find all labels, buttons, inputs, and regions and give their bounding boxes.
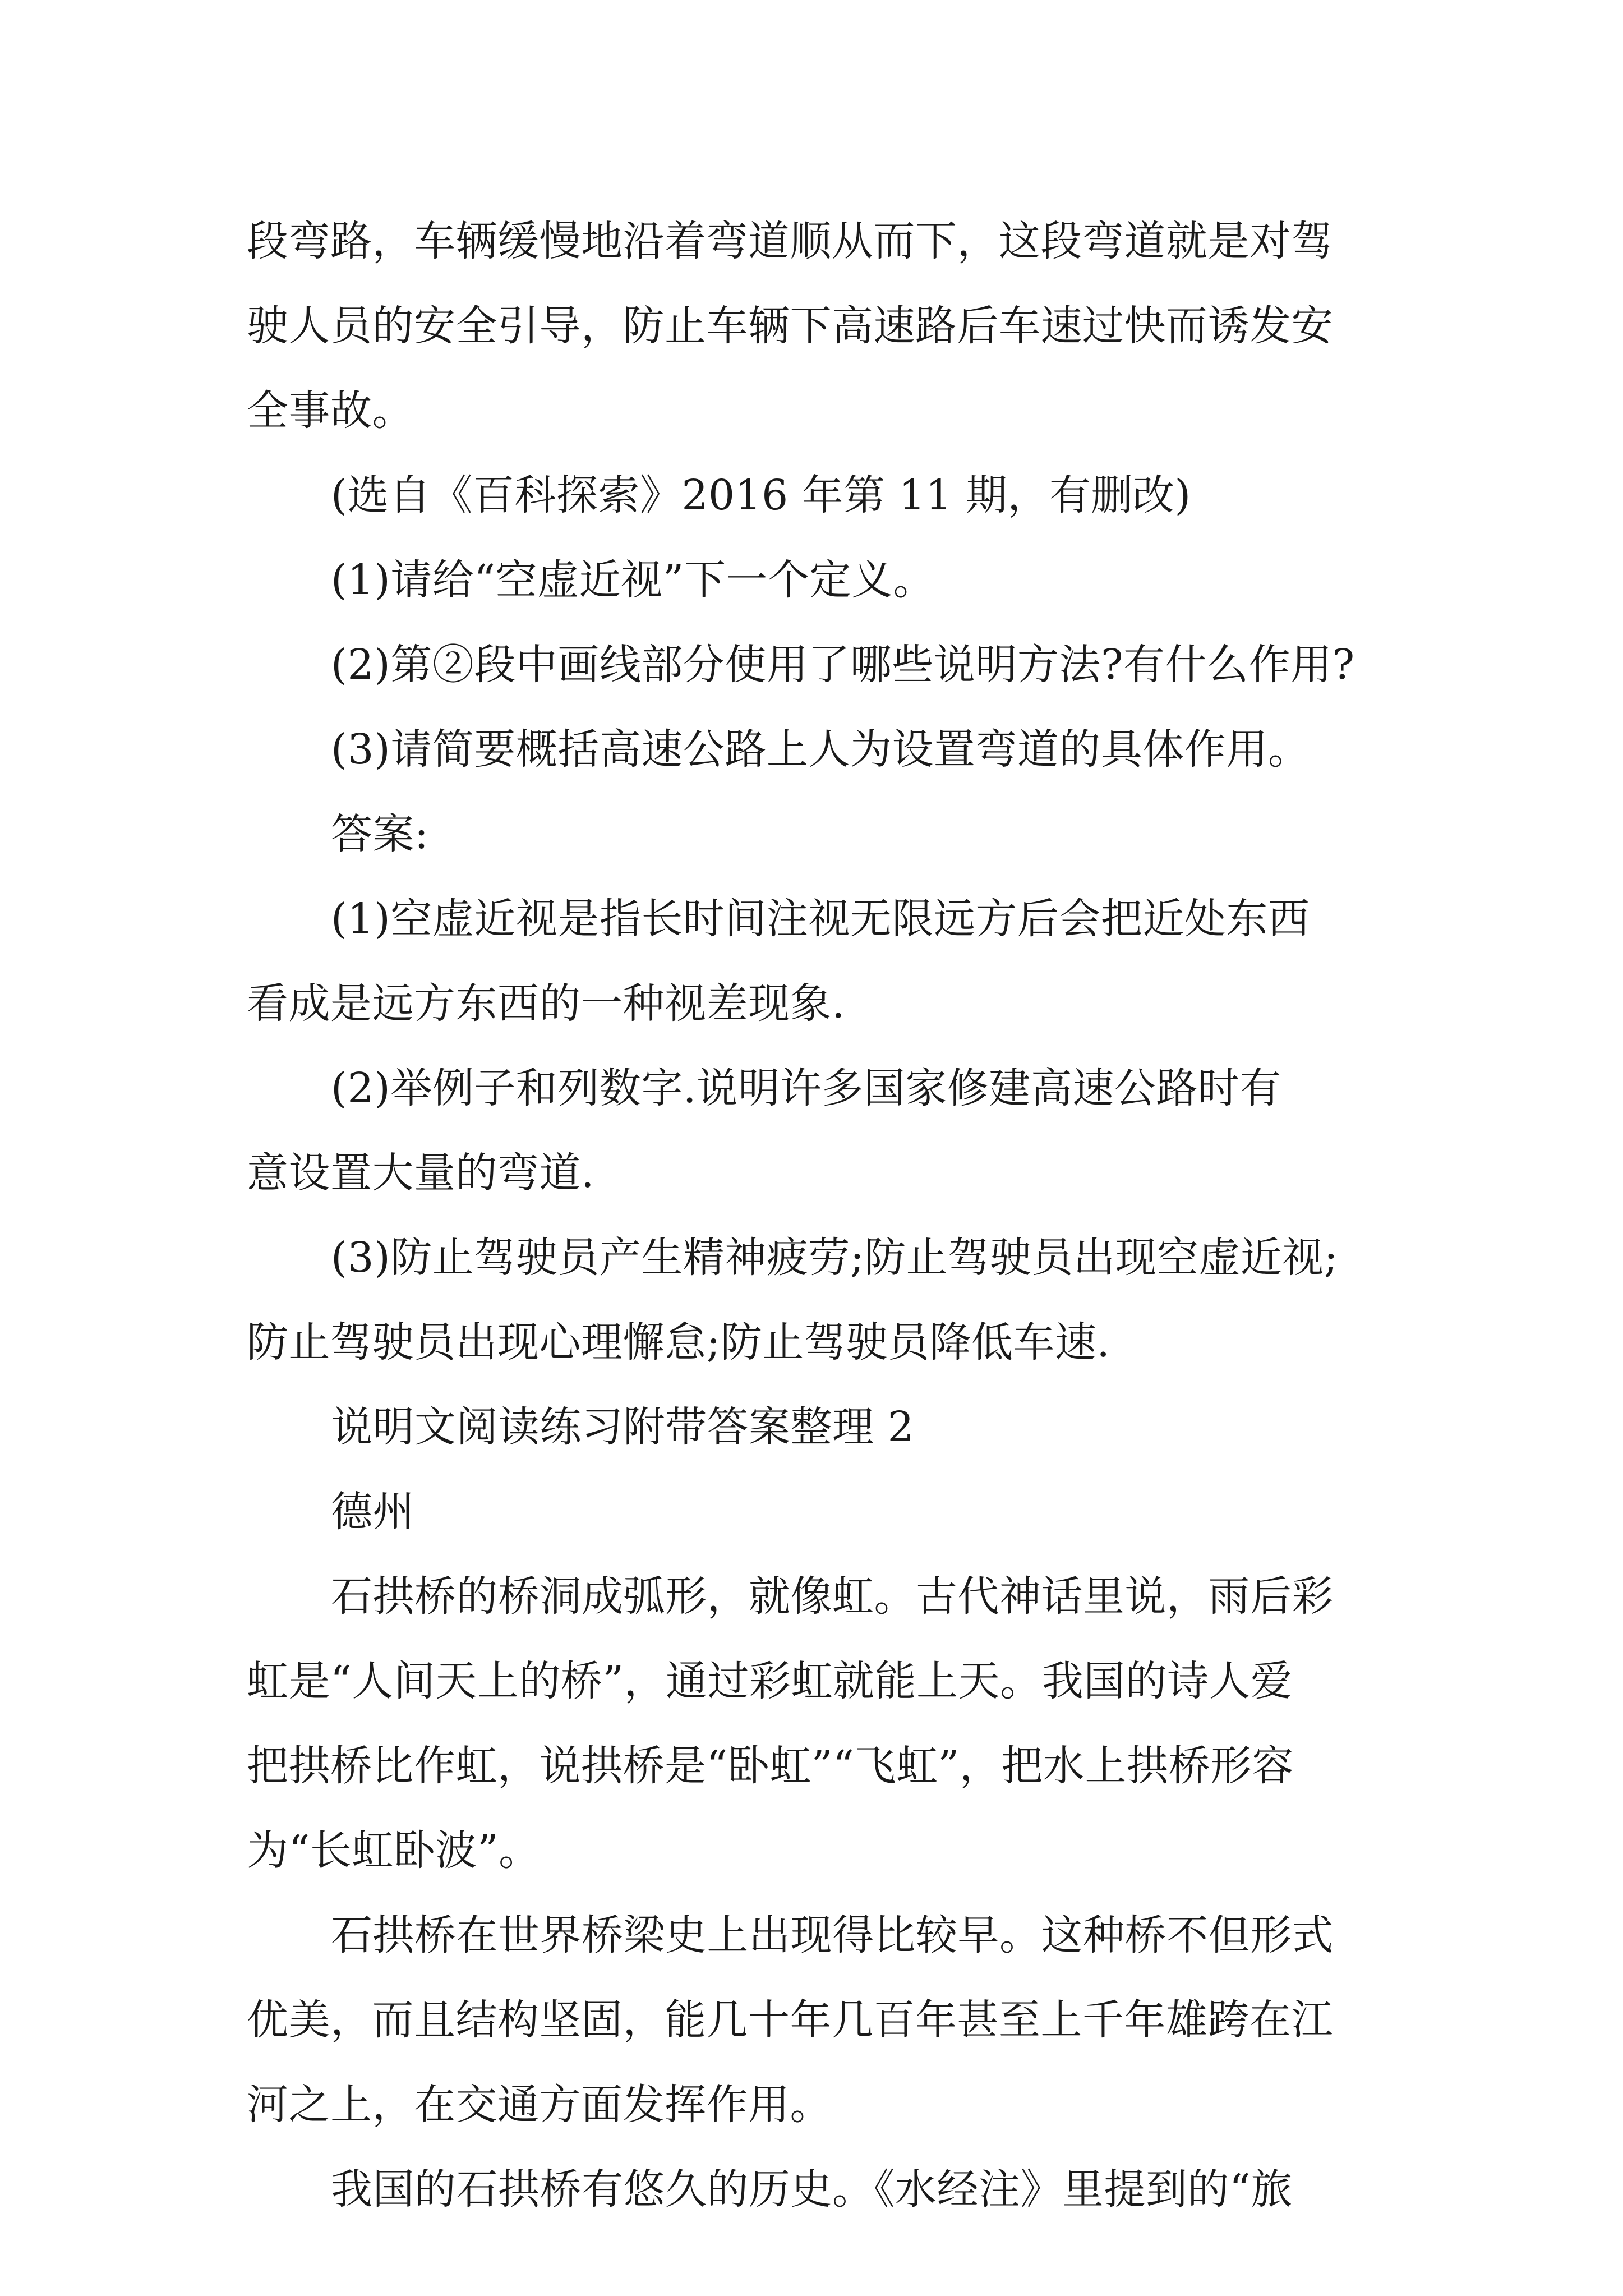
text-line: 石拱桥的桥洞成弧形，就像虹。古代神话里说，雨后彩: [331, 1572, 1334, 1621]
text-line: (2)第②段中画线部分使用了哪些说明方法?有什么作用?: [331, 641, 1355, 689]
text-line: 我国的石拱桥有悠久的历史。《水经注》里提到的“旅: [331, 2165, 1293, 2214]
text-line: 看成是远方东西的一种视差现象.: [247, 979, 846, 1028]
text-line: 全事故。: [247, 386, 414, 435]
text-line: 答案:: [331, 810, 429, 858]
text-line: 意设置大量的弯道.: [247, 1149, 595, 1197]
text-line: (1)请给“空虚近视”下一个定义。: [331, 556, 935, 604]
text-line: (2)举例子和列数字.说明许多国家修建高速公路时有: [331, 1064, 1281, 1112]
text-line: 把拱桥比作虹，说拱桥是“卧虹”“飞虹”，把水上拱桥形容: [247, 1742, 1294, 1790]
text-line: 驶人员的安全引导，防止车辆下高速路后车速过快而诱发安: [247, 302, 1333, 350]
text-line: (选自《百科探索》2016 年第 11 期，有删改): [331, 471, 1191, 519]
text-line: 虹是“人间天上的桥”，通过彩虹就能上天。我国的诗人爱: [247, 1657, 1293, 1705]
text-line: 段弯路，车辆缓慢地沿着弯道顺从而下，这段弯道就是对驾: [247, 217, 1333, 265]
text-line: 德州: [331, 1488, 414, 1536]
text-line: (3)请简要概括高速公路上人为设置弯道的具体作用。: [331, 725, 1310, 774]
text-line: 河之上，在交通方面发挥作用。: [247, 2081, 832, 2129]
text-line: 说明文阅读练习附带答案整理 2: [331, 1403, 915, 1451]
text-line: 为“长虹卧波”。: [247, 1826, 541, 1875]
text-line: (1)空虚近视是指长时间注视无限远方后会把近处东西: [331, 895, 1310, 943]
text-line: 石拱桥在世界桥梁史上出现得比较早。这种桥不但形式: [331, 1911, 1334, 1959]
text-line: 防止驾驶员出现心理懈怠;防止驾驶员降低车速.: [247, 1318, 1110, 1366]
text-line: (3)防止驾驶员产生精神疲劳;防止驾驶员出现空虚近视;: [331, 1234, 1339, 1282]
document-body: [247, 199, 1385, 2232]
text-line: 优美，而且结构坚固，能几十年几百年甚至上千年雄跨在江: [247, 1996, 1333, 2044]
